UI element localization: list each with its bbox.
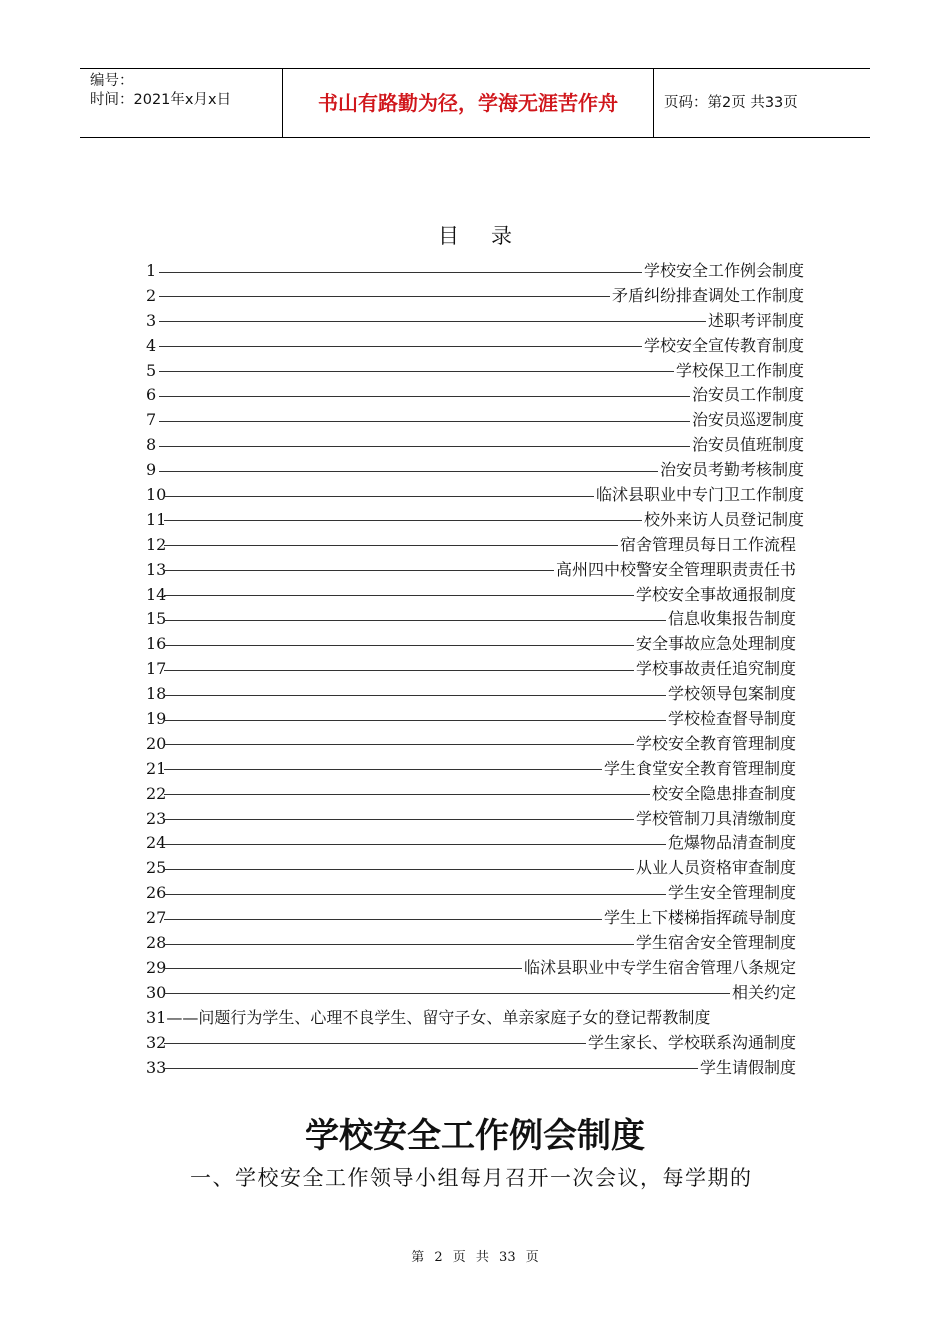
toc-item-title: 临沭县职业中专学生宿舍管理八条规定 [523, 957, 796, 977]
toc-item-number: 5 [146, 360, 157, 380]
toc-leader-line [164, 819, 634, 820]
toc-leader-line [159, 321, 706, 322]
toc-item-title: 治安员考勤考核制度 [659, 460, 804, 480]
toc-item-title: 学校安全事故通报制度 [635, 584, 796, 604]
toc-item-number: 20 [146, 733, 167, 753]
toc-item[interactable] [146, 831, 810, 856]
toc-item-number: 32 [146, 1032, 167, 1052]
toc-item[interactable] [146, 359, 810, 384]
toc-leader-line [164, 1068, 698, 1069]
toc-leader-line [159, 346, 642, 347]
toc-item-title: 从业人员资格审查制度 [635, 858, 796, 878]
toc-item-number: 2 [146, 285, 157, 305]
toc-item-title: 学生宿舍安全管理制度 [635, 933, 796, 953]
toc-item-number: 15 [146, 609, 167, 629]
toc-item[interactable] [146, 732, 810, 757]
toc-item[interactable] [146, 632, 810, 657]
toc-item[interactable] [146, 558, 810, 583]
toc-item-title: 校外来访人员登记制度 [643, 509, 804, 529]
toc-item-number: 6 [146, 385, 157, 405]
toc-item-number: 1 [146, 261, 157, 280]
toc-item-title: 学校安全宣传教育制度 [643, 335, 804, 355]
toc-leader-line [164, 620, 666, 621]
toc-leader-line [159, 396, 690, 397]
toc-item[interactable] [146, 607, 810, 632]
toc-leader-line [164, 944, 634, 945]
toc-item-number: 27 [146, 908, 167, 928]
time-label: 时间：2021年x月x日 [90, 92, 232, 108]
toc-leader-line [159, 296, 610, 297]
toc-item-number: 8 [146, 435, 157, 455]
toc-item-number: 22 [146, 783, 167, 803]
toc-leader-line [164, 720, 666, 721]
toc-item-title: 学校管制刀具清缴制度 [635, 808, 796, 828]
toc-leader-line [164, 869, 634, 870]
toc-item-number: 25 [146, 858, 167, 878]
toc-item-number: 14 [146, 584, 167, 604]
toc-item-number: 33 [146, 1057, 167, 1077]
toc-item-title: 问题行为学生、心理不良学生、留守子女、单亲家庭子女的登记帮教制度 [198, 1007, 711, 1027]
toc-item-title: 治安员工作制度 [691, 385, 804, 405]
toc-title-part1: 目 [438, 224, 459, 248]
toc-item-number: 19 [146, 709, 167, 729]
toc-item[interactable] [146, 458, 810, 483]
toc-leader-line [164, 545, 618, 546]
toc-item-title: 校安全隐患排查制度 [651, 783, 796, 803]
toc-item-title: 安全事故应急处理制度 [635, 634, 796, 654]
toc-item[interactable] [146, 931, 810, 956]
toc-leader-line [164, 595, 634, 596]
document-header [80, 68, 870, 138]
toc-item-title: 矛盾纠纷排查调处工作制度 [611, 285, 804, 305]
toc-item-title: 临沭县职业中专门卫工作制度 [595, 485, 804, 505]
toc-item-number: 21 [146, 758, 167, 778]
toc-item[interactable] [146, 1056, 810, 1081]
toc-leader-line [164, 769, 602, 770]
toc-item[interactable] [146, 284, 810, 309]
toc-item-number: 3 [146, 310, 157, 330]
toc-item[interactable] [146, 408, 810, 433]
toc-item[interactable] [146, 657, 810, 682]
toc-item-title: 学校安全教育管理制度 [635, 733, 796, 753]
toc-leader-line [164, 670, 634, 671]
toc-item[interactable] [146, 707, 810, 732]
toc-item[interactable] [146, 259, 810, 284]
toc-leader-line [164, 794, 650, 795]
toc-item[interactable] [146, 309, 810, 334]
toc-item[interactable] [146, 383, 810, 408]
toc-leader-line [159, 272, 642, 273]
toc-item-title: 治安员值班制度 [691, 435, 804, 455]
toc-leader-line [164, 570, 554, 571]
toc-leader-line [164, 894, 666, 895]
toc-item[interactable] [146, 981, 810, 1006]
toc-item-number: 10 [146, 485, 167, 505]
toc-leader-line [164, 520, 642, 521]
toc-item-number: 28 [146, 933, 167, 953]
section-first-line: 一、学校安全工作领导小组每月召开一次会议，每学期的 [190, 1166, 753, 1190]
toc-item-number: 29 [146, 957, 167, 977]
toc-item[interactable] [146, 856, 810, 881]
table-of-contents [146, 259, 810, 1080]
toc-leader-line [164, 695, 666, 696]
toc-leader-line [159, 371, 674, 372]
toc-item-number: 7 [146, 410, 157, 430]
toc-leader-line [164, 919, 602, 920]
toc-item-number: 17 [146, 659, 167, 679]
section-title: 学校安全工作例会制度 [305, 1116, 645, 1156]
toc-item-title: 学生食堂安全教育管理制度 [603, 758, 796, 778]
toc-item-title: 信息收集报告制度 [667, 609, 796, 629]
toc-item[interactable] [146, 508, 810, 533]
toc-item-title: 述职考评制度 [707, 310, 804, 330]
toc-item-title: 危爆物品清查制度 [667, 833, 796, 853]
toc-item-title: 高州四中校警安全管理职责责任书 [555, 559, 796, 579]
toc-item-number: 4 [146, 335, 157, 355]
toc-item[interactable] [146, 1006, 810, 1031]
toc-item[interactable] [146, 757, 810, 782]
toc-item-title: 学生安全管理制度 [667, 883, 796, 903]
toc-item[interactable] [146, 433, 810, 458]
toc-title [0, 220, 950, 250]
toc-item[interactable] [146, 807, 810, 832]
toc-title-part2: 录 [491, 224, 512, 248]
toc-leader-line [159, 446, 690, 447]
toc-item[interactable] [146, 583, 810, 608]
toc-item[interactable] [146, 483, 810, 508]
toc-item-title: 学生请假制度 [699, 1057, 796, 1077]
toc-item-number: 31—— [146, 1007, 199, 1027]
toc-item-title: 学校检查督导制度 [667, 709, 796, 729]
toc-item[interactable] [146, 533, 810, 558]
toc-item-title: 治安员巡逻制度 [691, 410, 804, 430]
number-label: 编号： [90, 73, 134, 89]
toc-item-title: 学校领导包案制度 [667, 684, 796, 704]
toc-item-title: 学校事故责任追究制度 [635, 659, 796, 679]
header-meta [80, 69, 282, 137]
toc-item-number: 11 [146, 509, 167, 529]
toc-item-number: 23 [146, 808, 167, 828]
toc-item-title: 学校保卫工作制度 [675, 360, 804, 380]
toc-leader-line [159, 421, 690, 422]
header-motto: 书山有路勤为径，学海无涯苦作舟 [282, 69, 654, 137]
toc-item-number: 12 [146, 534, 167, 554]
toc-item[interactable] [146, 682, 810, 707]
toc-item-number: 16 [146, 634, 167, 654]
toc-leader-line [164, 1043, 586, 1044]
toc-item-title: 相关约定 [731, 982, 796, 1002]
toc-leader-line [164, 844, 666, 845]
toc-item-number: 30 [146, 982, 167, 1002]
toc-item-title: 学生家长、学校联系沟通制度 [587, 1032, 796, 1052]
toc-leader-line [164, 968, 522, 969]
toc-item-title: 学生上下楼梯指挥疏导制度 [603, 908, 796, 928]
toc-item[interactable] [146, 956, 810, 981]
toc-item[interactable] [146, 334, 810, 359]
toc-leader-line [164, 744, 634, 745]
toc-leader-line [159, 471, 658, 472]
toc-item-number: 9 [146, 460, 157, 480]
toc-item[interactable] [146, 906, 810, 931]
toc-item-title: 宿舍管理员每日工作流程 [619, 534, 796, 554]
toc-leader-line [164, 993, 730, 994]
toc-item[interactable] [146, 1031, 810, 1056]
toc-item[interactable] [146, 881, 810, 906]
toc-item-number: 13 [146, 559, 167, 579]
header-page-info: 页码：第2页 共33页 [664, 95, 798, 111]
toc-item-number: 24 [146, 833, 167, 853]
toc-item-number: 18 [146, 684, 167, 704]
toc-leader-line [164, 496, 594, 497]
toc-item[interactable] [146, 782, 810, 807]
toc-item-number: 26 [146, 883, 167, 903]
toc-leader-line [164, 645, 634, 646]
page-footer: 第 2 页 共 33 页 [411, 1250, 539, 1265]
toc-item-title: 学校安全工作例会制度 [643, 261, 804, 280]
